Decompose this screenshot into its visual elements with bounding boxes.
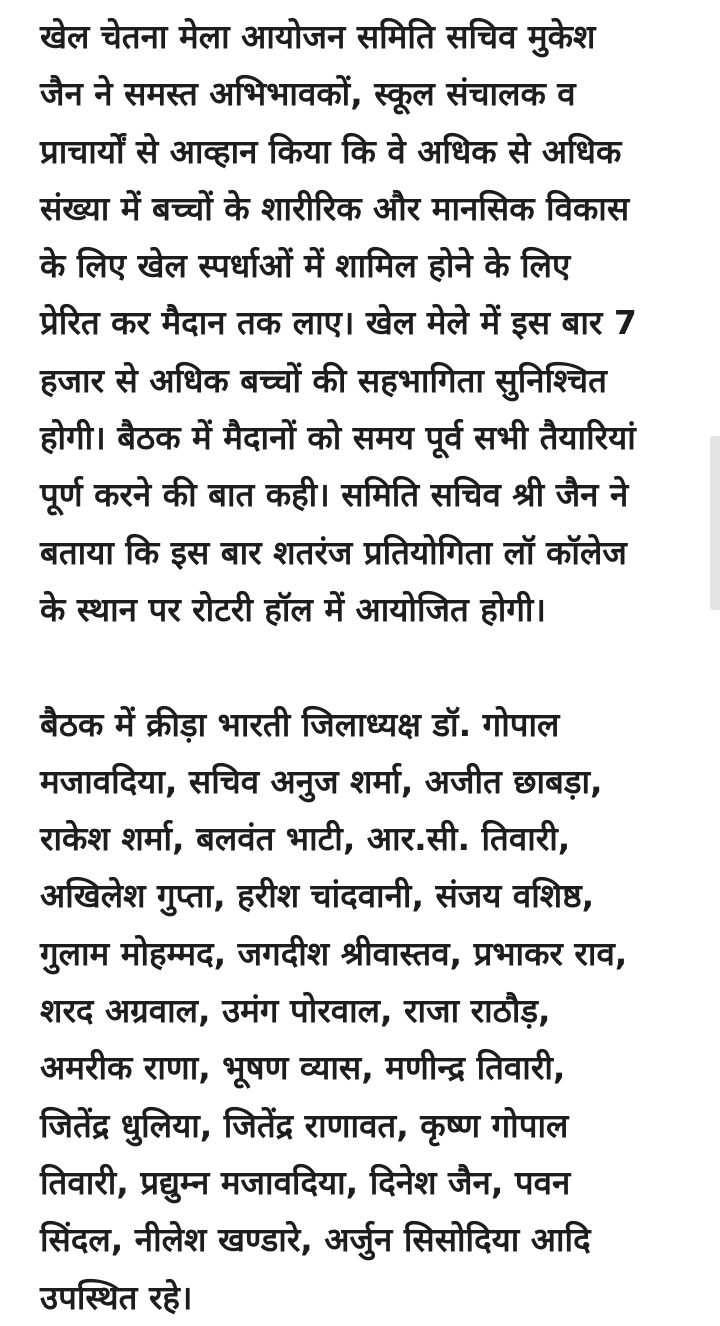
paragraph-2 [40,696,700,1326]
text-line: अखिलेश गुप्ता, हरीश चांदवानी, संजय वशिष्ठ, [40,876,595,916]
article-body [40,8,700,1326]
text-line: जैन ने समस्त अभिभावकों, स्कूल संचालक व [40,74,576,114]
text-line: राकेश शर्मा, बलवंत भाटी, आर.सी. तिवारी, [40,819,571,859]
text-line: उपस्थित रहे। [40,1277,193,1317]
text-line: शरद अग्रवाल, उमंग पोरवाल, राजा राठौड़, [40,991,551,1031]
text-line: खेल चेतना मेला आयोजन समिति सचिव मुकेश [40,17,596,56]
text-line: गुलाम मोहम्मद, जगदीश श्रीवास्तव, प्रभाकर राव, [40,933,628,973]
paragraph-spacer [40,638,700,695]
text-line: के स्थान पर रोटरी हॉल में आयोजित होगी। [40,589,546,629]
text-line: संख्या में बच्चों के शारीरिक और मानसिक विकास [40,188,630,228]
text-line: जितेंद्र धुलिया, जितेंद्र राणावत, कृष्ण गोपाल [40,1105,569,1145]
text-line: पूर्ण करने की बात कही। समिति सचिव श्री जैन ने [40,475,629,515]
text-line: सिंदल, नीलेश खण्डारे, अर्जुन सिसोदिया आदि [40,1220,591,1260]
text-line: बताया कि इस बार शतरंज प्रतियोगिता लॉ कॉलेज [40,532,627,572]
text-line: मजावदिया, सचिव अनुज शर्मा, अजीत छाबड़ा, [40,761,603,801]
text-line: तिवारी, प्रद्युम्न मजावदिया, दिनेश जैन, पवन [40,1162,571,1202]
scrollbar[interactable] [710,436,720,610]
text-line: के लिए खेल स्पर्धाओं में शामिल होने के लिए [40,246,571,286]
text-line: होगी। बैठक में मैदानों को समय पूर्व सभी तैयारियां [40,418,636,458]
text-line: अमरीक राणा, भूषण व्यास, मणीन्द्र तिवारी, [40,1048,566,1088]
text-line: प्राचार्यों से आव्हान किया कि वे अधिक से अधिक [40,131,622,171]
paragraph-1 [40,8,700,638]
text-line: प्रेरित कर मैदान तक लाए। खेल मेले में इस बार 7 [40,303,637,343]
text-line: बैठक में क्रीड़ा भारती जिलाध्यक्ष डॉ. गोपाल [40,704,560,744]
text-line: हजार से अधिक बच्चों की सहभागिता सुनिश्चित [40,360,607,400]
